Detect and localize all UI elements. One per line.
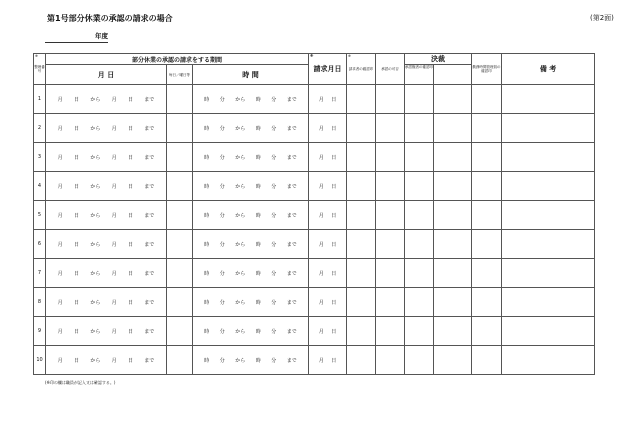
label-day: 日 [127, 183, 133, 190]
approval-cell[interactable] [376, 143, 405, 172]
table-row [34, 85, 595, 114]
row-number: 7 [34, 259, 46, 288]
label-month: 月 [57, 299, 63, 306]
label-day: 日 [73, 183, 79, 190]
requester-seal-cell[interactable] [347, 172, 376, 201]
table-row [34, 259, 595, 288]
header-request-date: ※ 請求月日 [309, 54, 347, 85]
label-to: まで [144, 241, 155, 248]
decision-cell[interactable] [434, 317, 472, 346]
remarks-cell[interactable] [502, 259, 595, 288]
request-date-cell[interactable] [309, 85, 347, 114]
decision-cell[interactable] [434, 143, 472, 172]
label-day: 日 [73, 357, 79, 364]
label-month: 月 [111, 328, 117, 335]
label-from: から [235, 328, 246, 335]
label-from: から [90, 183, 101, 190]
label-minute: 分 [219, 357, 225, 364]
label-day: 日 [331, 96, 337, 103]
weekday-cell[interactable] [167, 114, 193, 143]
weekday-cell[interactable] [167, 317, 193, 346]
label-minute: 分 [271, 241, 277, 248]
requester-seal-cell[interactable] [347, 201, 376, 230]
decision-cell[interactable] [434, 346, 472, 375]
date-range-cell[interactable] [46, 114, 167, 143]
label-minute: 分 [219, 328, 225, 335]
remarks-cell[interactable] [502, 317, 595, 346]
label-month: 月 [111, 299, 117, 306]
label-hour: 時 [255, 212, 261, 219]
request-date-cell[interactable] [309, 201, 347, 230]
date-range-cell[interactable] [46, 172, 167, 201]
label-from: から [90, 154, 101, 161]
label-month: 月 [57, 125, 63, 132]
label-day: 日 [73, 328, 79, 335]
label-month: 月 [111, 183, 117, 190]
request-date-cell[interactable] [309, 172, 347, 201]
time-range-cell[interactable] [193, 114, 309, 143]
label-month: 月 [318, 357, 324, 364]
label-hour: 時 [204, 357, 210, 364]
weekday-cell[interactable] [167, 201, 193, 230]
label-minute: 分 [219, 125, 225, 132]
label-hour: 時 [204, 212, 210, 219]
label-hour: 時 [204, 125, 210, 132]
label-from: から [235, 270, 246, 277]
remarks-cell[interactable] [502, 230, 595, 259]
label-hour: 時 [255, 357, 261, 364]
label-day: 日 [127, 299, 133, 306]
label-day: 日 [127, 357, 133, 364]
request-date-cell[interactable] [309, 114, 347, 143]
label-minute: 分 [271, 328, 277, 335]
approver-seal-cell[interactable] [405, 259, 434, 288]
label-day: 日 [331, 328, 337, 335]
approval-cell[interactable] [376, 259, 405, 288]
label-to: まで [144, 270, 155, 277]
requester-seal-cell[interactable] [347, 143, 376, 172]
label-day: 日 [73, 154, 79, 161]
label-to: まで [144, 357, 155, 364]
manager-seal-cell[interactable] [472, 143, 502, 172]
label-month: 月 [318, 299, 324, 306]
label-from: から [90, 241, 101, 248]
weekday-cell[interactable] [167, 172, 193, 201]
row-number: 1 [34, 85, 46, 114]
label-month: 月 [111, 96, 117, 103]
label-day: 日 [331, 154, 337, 161]
approver-seal-cell[interactable] [405, 201, 434, 230]
time-range-cell[interactable] [193, 201, 309, 230]
label-to: まで [144, 125, 155, 132]
manager-seal-cell[interactable] [472, 114, 502, 143]
requester-seal-cell[interactable] [347, 85, 376, 114]
manager-seal-cell[interactable] [472, 201, 502, 230]
header-weekday: 毎日／曜日等 [167, 65, 193, 85]
weekday-cell[interactable] [167, 288, 193, 317]
label-hour: 時 [255, 154, 261, 161]
label-hour: 時 [204, 96, 210, 103]
label-minute: 分 [271, 299, 277, 306]
label-day: 日 [127, 328, 133, 335]
label-minute: 分 [219, 270, 225, 277]
requester-seal-cell[interactable] [347, 230, 376, 259]
label-minute: 分 [271, 96, 277, 103]
header-manager-seal: 勤務時間管理員の確認印 [472, 54, 502, 85]
header-approver-seal: 承認権者の確認印 [405, 65, 434, 85]
label-to: まで [144, 328, 155, 335]
label-day: 日 [127, 241, 133, 248]
table-row [34, 317, 595, 346]
approver-seal-cell[interactable] [405, 85, 434, 114]
footnote: (※印の欄は職員が記入又は確認する。) [45, 380, 116, 385]
label-month: 月 [318, 183, 324, 190]
table-row [34, 172, 595, 201]
label-month: 月 [57, 154, 63, 161]
approval-cell[interactable] [376, 114, 405, 143]
label-day: 日 [73, 212, 79, 219]
label-hour: 時 [204, 154, 210, 161]
decision-cell[interactable] [434, 172, 472, 201]
label-month: 月 [318, 96, 324, 103]
date-range-cell[interactable] [46, 85, 167, 114]
label-minute: 分 [271, 154, 277, 161]
request-date-cell[interactable] [309, 230, 347, 259]
label-from: から [235, 154, 246, 161]
decision-cell[interactable] [434, 230, 472, 259]
label-day: 日 [331, 357, 337, 364]
approver-seal-cell[interactable] [405, 288, 434, 317]
label-from: から [90, 212, 101, 219]
label-to: まで [286, 125, 297, 132]
header-time: 時 間 [193, 65, 309, 85]
table-row [34, 230, 595, 259]
row-number: 3 [34, 143, 46, 172]
label-day: 日 [127, 125, 133, 132]
label-day: 日 [127, 270, 133, 277]
label-minute: 分 [219, 299, 225, 306]
label-minute: 分 [271, 357, 277, 364]
approver-seal-cell[interactable] [405, 172, 434, 201]
row-number: 4 [34, 172, 46, 201]
label-minute: 分 [271, 270, 277, 277]
page-label: (第2面) [590, 14, 614, 22]
remarks-cell[interactable] [502, 172, 595, 201]
label-month: 月 [57, 270, 63, 277]
label-month: 月 [57, 183, 63, 190]
manager-seal-cell[interactable] [472, 317, 502, 346]
decision-cell[interactable] [434, 288, 472, 317]
request-date-cell[interactable] [309, 346, 347, 375]
label-day: 日 [331, 241, 337, 248]
label-minute: 分 [219, 241, 225, 248]
table-row [34, 346, 595, 375]
label-month: 月 [318, 154, 324, 161]
requester-seal-cell[interactable] [347, 114, 376, 143]
date-range-cell[interactable] [46, 346, 167, 375]
label-from: から [90, 270, 101, 277]
label-hour: 時 [255, 299, 261, 306]
header-decision: 決裁 [405, 54, 472, 65]
weekday-cell[interactable] [167, 143, 193, 172]
decision-cell[interactable] [434, 114, 472, 143]
label-hour: 時 [255, 183, 261, 190]
label-to: まで [144, 154, 155, 161]
weekday-cell[interactable] [167, 346, 193, 375]
request-date-cell[interactable] [309, 259, 347, 288]
date-range-cell[interactable] [46, 143, 167, 172]
approver-seal-cell[interactable] [405, 143, 434, 172]
label-hour: 時 [204, 328, 210, 335]
weekday-cell[interactable] [167, 85, 193, 114]
label-minute: 分 [271, 125, 277, 132]
header-date: 月 日 [46, 65, 167, 85]
requester-seal-cell[interactable] [347, 317, 376, 346]
date-range-cell[interactable] [46, 230, 167, 259]
label-day: 日 [73, 241, 79, 248]
manager-seal-cell[interactable] [472, 172, 502, 201]
approval-cell[interactable] [376, 201, 405, 230]
label-month: 月 [111, 270, 117, 277]
table-row [34, 143, 595, 172]
time-range-cell[interactable] [193, 346, 309, 375]
time-range-cell[interactable] [193, 288, 309, 317]
label-from: から [235, 241, 246, 248]
request-table [33, 53, 595, 375]
remarks-cell[interactable] [502, 114, 595, 143]
row-number: 10 [34, 346, 46, 375]
label-month: 月 [111, 212, 117, 219]
table-row [34, 201, 595, 230]
label-month: 月 [57, 96, 63, 103]
decision-cell[interactable] [434, 259, 472, 288]
label-to: まで [144, 212, 155, 219]
label-to: まで [144, 96, 155, 103]
manager-seal-cell[interactable] [472, 346, 502, 375]
header-remarks: 備 考 [502, 54, 595, 85]
request-date-cell[interactable] [309, 143, 347, 172]
label-from: から [90, 125, 101, 132]
label-hour: 時 [255, 125, 261, 132]
header-approval: 承認の可否 [376, 54, 405, 85]
label-to: まで [286, 299, 297, 306]
date-range-cell[interactable] [46, 317, 167, 346]
remarks-cell[interactable] [502, 346, 595, 375]
label-to: まで [144, 299, 155, 306]
label-from: から [235, 357, 246, 364]
label-from: から [235, 183, 246, 190]
approval-cell[interactable] [376, 288, 405, 317]
label-month: 月 [318, 328, 324, 335]
label-from: から [235, 299, 246, 306]
header-period: 部分休業の承認の請求をする期間 [46, 54, 309, 65]
row-number: 5 [34, 201, 46, 230]
label-from: から [90, 357, 101, 364]
label-from: から [90, 328, 101, 335]
decision-cell[interactable] [434, 85, 472, 114]
label-hour: 時 [204, 270, 210, 277]
label-minute: 分 [219, 183, 225, 190]
label-month: 月 [111, 154, 117, 161]
remarks-cell[interactable] [502, 288, 595, 317]
label-month: 月 [57, 241, 63, 248]
approval-cell[interactable] [376, 230, 405, 259]
label-day: 日 [127, 154, 133, 161]
label-day: 日 [331, 183, 337, 190]
label-month: 月 [318, 212, 324, 219]
label-month: 月 [318, 270, 324, 277]
label-to: まで [286, 270, 297, 277]
label-hour: 時 [255, 328, 261, 335]
approval-cell[interactable] [376, 85, 405, 114]
label-from: から [235, 96, 246, 103]
requester-seal-cell[interactable] [347, 288, 376, 317]
label-day: 日 [127, 212, 133, 219]
label-month: 月 [111, 125, 117, 132]
label-day: 日 [331, 212, 337, 219]
manager-seal-cell[interactable] [472, 85, 502, 114]
label-month: 月 [318, 125, 324, 132]
label-minute: 分 [219, 212, 225, 219]
label-from: から [235, 212, 246, 219]
time-range-cell[interactable] [193, 259, 309, 288]
row-number: 6 [34, 230, 46, 259]
label-to: まで [144, 183, 155, 190]
time-range-cell[interactable] [193, 85, 309, 114]
label-to: まで [286, 328, 297, 335]
approval-cell[interactable] [376, 317, 405, 346]
time-range-cell[interactable] [193, 317, 309, 346]
label-hour: 時 [204, 183, 210, 190]
label-hour: 時 [204, 299, 210, 306]
row-number: 2 [34, 114, 46, 143]
time-range-cell[interactable] [193, 172, 309, 201]
table-row [34, 288, 595, 317]
requester-seal-cell[interactable] [347, 346, 376, 375]
manager-seal-cell[interactable] [472, 259, 502, 288]
weekday-cell[interactable] [167, 259, 193, 288]
request-date-cell[interactable] [309, 317, 347, 346]
time-range-cell[interactable] [193, 230, 309, 259]
label-minute: 分 [219, 96, 225, 103]
label-to: まで [286, 96, 297, 103]
label-hour: 時 [255, 270, 261, 277]
manager-seal-cell[interactable] [472, 230, 502, 259]
table-row [34, 114, 595, 143]
label-to: まで [286, 212, 297, 219]
label-from: から [90, 299, 101, 306]
label-month: 月 [57, 328, 63, 335]
header-requester-seal: ※ 請求者の確認印 [347, 54, 376, 85]
label-to: まで [286, 357, 297, 364]
label-month: 月 [57, 212, 63, 219]
header-number: ※ 整理番号 [34, 54, 46, 85]
label-from: から [235, 125, 246, 132]
header-decision-blank [434, 65, 472, 85]
label-hour: 時 [255, 96, 261, 103]
approval-cell[interactable] [376, 346, 405, 375]
label-to: まで [286, 154, 297, 161]
time-range-cell[interactable] [193, 143, 309, 172]
form-title: 第1号部分休業の承認の請求の場合 [47, 14, 173, 23]
label-from: から [90, 96, 101, 103]
label-minute: 分 [271, 183, 277, 190]
approver-seal-cell[interactable] [405, 317, 434, 346]
label-minute: 分 [271, 212, 277, 219]
year-field: 年度 [45, 31, 108, 43]
label-to: まで [286, 183, 297, 190]
label-month: 月 [111, 357, 117, 364]
approver-seal-cell[interactable] [405, 114, 434, 143]
label-day: 日 [73, 96, 79, 103]
label-day: 日 [331, 125, 337, 132]
approver-seal-cell[interactable] [405, 230, 434, 259]
label-day: 日 [73, 125, 79, 132]
manager-seal-cell[interactable] [472, 288, 502, 317]
date-range-cell[interactable] [46, 288, 167, 317]
label-day: 日 [73, 270, 79, 277]
label-day: 日 [331, 270, 337, 277]
remarks-cell[interactable] [502, 85, 595, 114]
row-number: 8 [34, 288, 46, 317]
requester-seal-cell[interactable] [347, 259, 376, 288]
label-hour: 時 [255, 241, 261, 248]
label-month: 月 [318, 241, 324, 248]
label-day: 日 [73, 299, 79, 306]
label-hour: 時 [204, 241, 210, 248]
approver-seal-cell[interactable] [405, 346, 434, 375]
label-month: 月 [111, 241, 117, 248]
label-minute: 分 [219, 154, 225, 161]
date-range-cell[interactable] [46, 201, 167, 230]
decision-cell[interactable] [434, 201, 472, 230]
label-day: 日 [331, 299, 337, 306]
remarks-cell[interactable] [502, 201, 595, 230]
row-number: 9 [34, 317, 46, 346]
date-range-cell[interactable] [46, 259, 167, 288]
request-date-cell[interactable] [309, 288, 347, 317]
label-to: まで [286, 241, 297, 248]
approval-cell[interactable] [376, 172, 405, 201]
label-day: 日 [127, 96, 133, 103]
label-month: 月 [57, 357, 63, 364]
remarks-cell[interactable] [502, 143, 595, 172]
weekday-cell[interactable] [167, 230, 193, 259]
